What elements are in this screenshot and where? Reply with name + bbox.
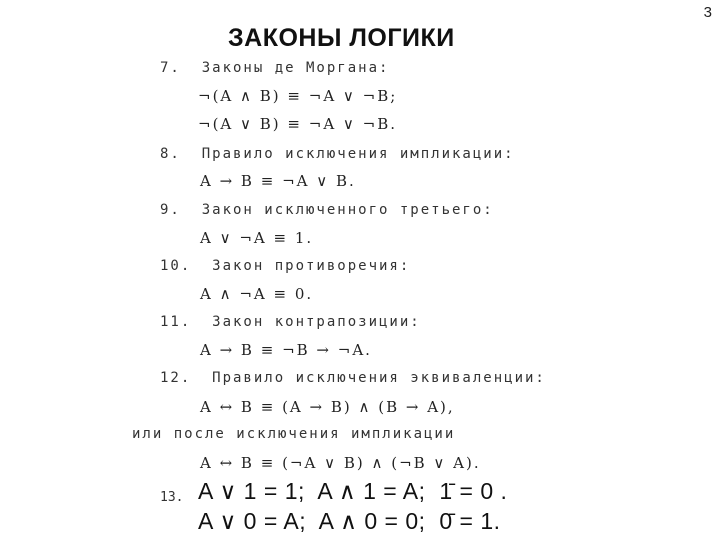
law-11-formula: A → B ≡ ¬B → ¬A. <box>200 341 372 359</box>
law-7-formula-2: ¬(A ∨ B) ≡ ¬A ∨ ¬B. <box>198 115 398 133</box>
slide-number: 3 <box>703 4 712 21</box>
law-7-formula-1: ¬(A ∧ B) ≡ ¬A ∨ ¬B; <box>198 87 398 105</box>
law-13-number: 13. <box>160 490 184 505</box>
law-12-note: или после исключения импликации <box>132 426 456 442</box>
law-7-heading: 7. Законы де Моргана: <box>160 60 390 76</box>
law-8-heading: 8. Правило исключения импликации: <box>160 146 515 162</box>
law-11-heading: 11. Закон контрапозиции: <box>160 314 421 330</box>
law-12-formula-1: A ↔ B ≡ (A → B) ∧ (B → A), <box>200 398 455 416</box>
law-10-heading: 10. Закон противоречия: <box>160 258 411 274</box>
law-12-heading: 12. Правило исключения эквиваленции: <box>160 370 546 386</box>
law-13-formula-1: A ∨ 1 = 1; A ∧ 1 = A; 1̄ = 0 . <box>198 478 508 504</box>
law-10-formula: A ∧ ¬A ≡ 0. <box>200 285 314 303</box>
law-8-formula: A → B ≡ ¬A ∨ B. <box>200 172 356 190</box>
law-9-heading: 9. Закон исключенного третьего: <box>160 202 494 218</box>
law-9-formula: A ∨ ¬A ≡ 1. <box>200 229 314 247</box>
page-title: ЗАКОНЫ ЛОГИКИ <box>228 24 455 52</box>
law-13-formula-2: A ∨ 0 = A; A ∧ 0 = 0; 0̄ = 1. <box>198 508 501 534</box>
law-12-formula-2: A ↔ B ≡ (¬A ∨ B) ∧ (¬B ∨ A). <box>200 454 481 472</box>
